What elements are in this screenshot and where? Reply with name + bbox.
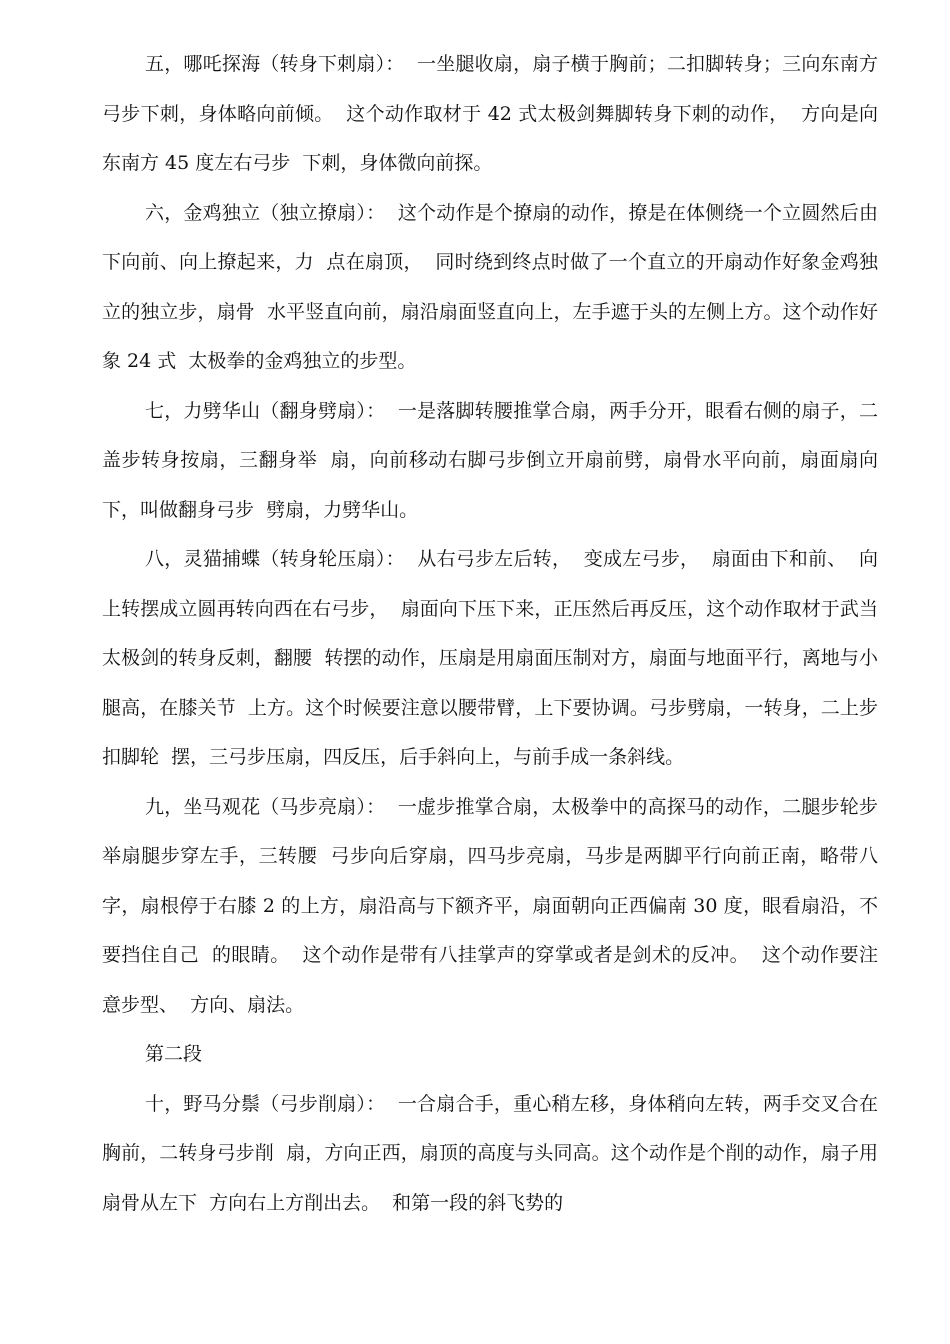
paragraph-nezha: 五，哪吒探海（转身下刺扇）： 一坐腿收扇，扇子横于胸前；二扣脚转身；三向东南方弓步下刺，身体略向前倾。 这个动作取材于 42 式太极剑舞脚转身下刺的动作， 方向是向东南方 45 度左右弓步 下刺，身体微向前探。 — [102, 53, 878, 174]
paragraph-golden-rooster: 六，金鸡独立（独立撩扇）： 这个动作是个撩扇的动作，撩是在体侧绕一个立圆然后由下向前、向上撩起来，力 点在扇顶， 同时绕到终点时做了一个直立的开扇动作好象金鸡独立的独立步，扇骨 水平竖直向前，扇沿扇面竖直向上，左手遮于头的左侧上方。这个动作好象 24 式 太极拳的金鸡独立的步型。 — [102, 201, 878, 372]
section-title: 第二段 — [145, 1043, 203, 1065]
paragraph-cat-butterfly: 八，灵猫捕蝶（转身轮压扇）： 从右弓步左后转， 变成左弓步， 扇面由下和前、 向上转摆成立圆再转向西在右弓步， 扇面向下压下来，正压然后再反压，这个动作取材于武当太极剑的转身反刺，翻腰 转摆的动作，压扇是用扇面压制对方，扇面与地面平行，离地与小腿高，在膝关节 上方。这个时候要注意以腰带臂，上下要协调。弓步劈扇，一转身，二上步扣脚轮 摆，三弓步压扇，四反压，后手斜向上，与前手成一条斜线。 — [102, 548, 878, 768]
paragraph-wild-horse: 十，野马分鬃（弓步削扇）： 一合扇合手，重心稍左移，身体稍向左转，两手交叉合在胸前，二转身弓步削 扇，方向正西，扇顶的高度与头同高。这个动作是个削的动作，扇子用扇骨从左下 方向右上方削出去。 和第一段的斜飞势的 — [102, 1092, 878, 1214]
paragraph-mount-hua: 七，力劈华山（翻身劈扇）： 一是落脚转腰推掌合扇，两手分开，眼看右侧的扇子，二盖步转身按扇，三翻身举 扇，向前移动右脚弓步倒立开扇前劈，扇骨水平向前，扇面扇向下，叫做翻身弓步 劈扇，力劈华山。 — [102, 399, 878, 521]
paragraph-horse-flower: 九，坐马观花（马步亮扇）： 一虚步推掌合扇，太极拳中的高探马的动作，二腿步轮步举扇腿步穿左手，三转腰 弓步向后穿扇，四马步亮扇，马步是两脚平行向前正南，略带八字，扇根停于右膝 2 的上方，扇沿高与下额齐平，扇面朝向正西偏南 30 度，眼看扇沿，不要挡住自己 的眼睛。 这个动作是带有八挂掌声的穿掌或者是剑术的反冲。 这个动作要注意步型、 方向、扇法。 — [102, 795, 878, 1016]
document-page — [102, 40, 878, 1228]
